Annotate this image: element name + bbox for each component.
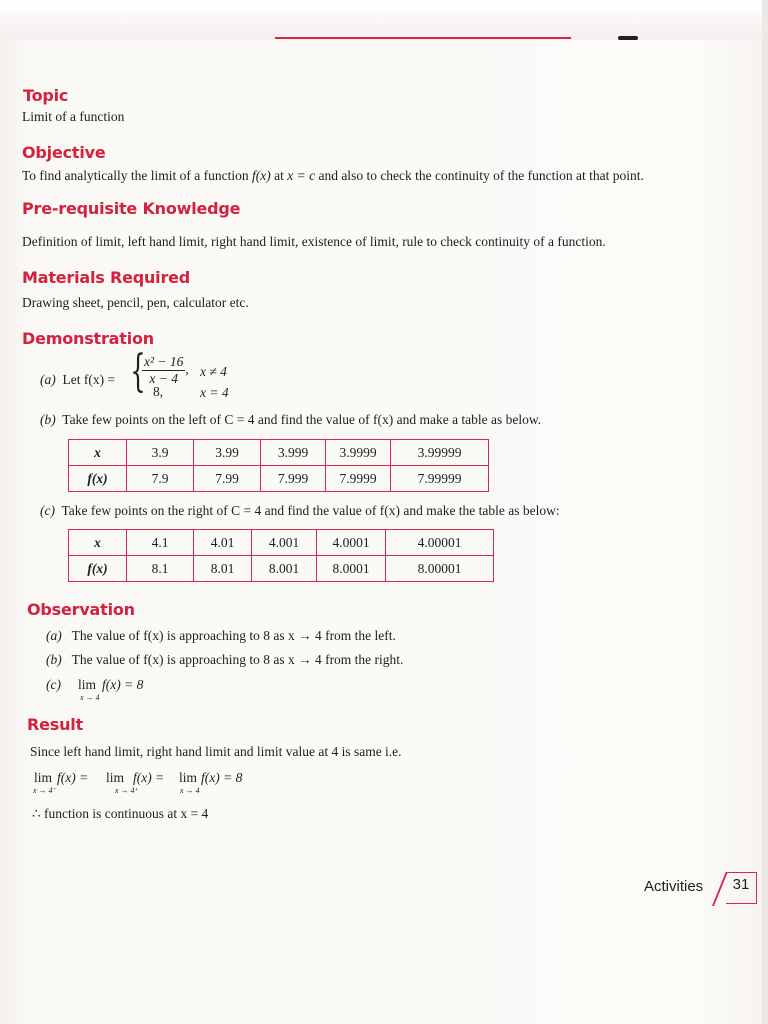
footer-section-label: Activities — [644, 878, 704, 895]
table-cell: 8.0001 — [317, 556, 386, 582]
result-fx-right: f(x) = — [133, 770, 165, 785]
result-fx-left: f(x) = — [57, 770, 89, 785]
result-fx-value: f(x) = 8 — [201, 770, 243, 785]
table-cell: 4.0001 — [317, 530, 386, 556]
header-rule — [275, 37, 571, 39]
table-cell: 7.999 — [261, 466, 326, 492]
result-text: Since left hand limit, right hand limit and limit value at 4 is same i.e. — [30, 744, 402, 759]
table-cell: 8.00001 — [386, 556, 494, 582]
piecewise-cond-2: x = 4 — [200, 385, 229, 400]
observation-item-a — [46, 628, 396, 644]
fraction-numerator: x² − 16 — [144, 354, 184, 369]
observation-item-c — [46, 677, 61, 693]
table-cell: 4.01 — [194, 530, 252, 556]
table-right-approach — [68, 529, 494, 582]
objective-heading: Objective — [22, 143, 106, 162]
table-cell: 3.9999 — [326, 440, 391, 466]
objective-text-part: To find analytically the limit of a function — [22, 168, 252, 183]
topic-heading: Topic — [23, 86, 69, 105]
objective-xc: x = c — [287, 168, 316, 183]
demo-a-index: (a) — [40, 372, 56, 387]
observation-label: (b) — [46, 652, 62, 667]
table-cell: 3.9 — [127, 440, 194, 466]
table-cell: 3.999 — [261, 440, 326, 466]
table-cell: 4.00001 — [386, 530, 494, 556]
demo-a-label — [40, 372, 115, 388]
result-lim-value: lim — [179, 770, 198, 785]
piecewise-fraction — [142, 354, 189, 387]
materials-text: Drawing sheet, pencil, pen, calculator etc. — [22, 295, 249, 310]
result-heading: Result — [27, 715, 84, 734]
top-strip — [0, 0, 768, 40]
objective-text-part: at — [270, 168, 288, 183]
table-row — [69, 556, 494, 582]
materials-heading: Materials Required — [22, 268, 191, 287]
left-brace-icon: { — [130, 346, 146, 397]
result-lim-left-sub: x → 4⁻ — [33, 786, 57, 795]
observation-text: The value of f(x) is approaching to 8 as x → 4 from the right. — [71, 652, 404, 667]
table-left-approach — [68, 439, 489, 492]
result-lim-right-sub: x → 4⁺ — [115, 786, 139, 795]
table-cell: 7.99999 — [391, 466, 489, 492]
table-cell: 3.99999 — [391, 440, 489, 466]
table-header-fx: f(x) — [69, 466, 127, 492]
observation-item-b — [46, 652, 403, 668]
objective-text-part: and also to check the continuity of the function at that point. — [315, 168, 644, 183]
demo-c-text: Take few points on the right of C = 4 and find the value of f(x) and make the table as below: — [61, 503, 560, 518]
observation-limit-rest: f(x) = 8 — [102, 677, 144, 692]
observation-heading: Observation — [27, 600, 135, 619]
table-row — [69, 530, 494, 556]
table-cell: 7.9999 — [326, 466, 391, 492]
table-row — [69, 466, 489, 492]
demonstration-heading: Demonstration — [22, 329, 154, 348]
observation-limit-sub: x → 4 — [80, 693, 100, 702]
table-header-x: x — [69, 530, 127, 556]
table-cell: 8.001 — [252, 556, 317, 582]
header-mark — [618, 36, 638, 40]
demo-c — [40, 503, 560, 519]
result-conclusion: ∴ function is continuous at x = 4 — [32, 806, 209, 821]
observation-text: The value of f(x) is approaching to 8 as x → 4 from the left. — [71, 628, 396, 643]
fraction-denominator: x − 4 — [149, 371, 178, 386]
demo-b-text: Take few points on the left of C = 4 and find the value of f(x) and make a table as below. — [62, 412, 542, 427]
table-row — [69, 440, 489, 466]
observation-limit-word: lim — [78, 677, 97, 692]
demo-a-text: Let f(x) = — [62, 372, 116, 387]
topic-text: Limit of a function — [22, 109, 125, 124]
result-lim-value-sub: x → 4 — [180, 786, 200, 795]
demo-b — [40, 412, 541, 428]
table-cell: 8.1 — [127, 556, 194, 582]
objective-fx: f(x) — [252, 168, 271, 183]
fraction — [142, 354, 185, 387]
table-cell: 7.99 — [194, 466, 261, 492]
piecewise-case-value: 8, — [153, 384, 164, 399]
table-cell: 7.9 — [127, 466, 194, 492]
fraction-comma: , — [185, 361, 189, 377]
demo-b-index: (b) — [40, 412, 56, 427]
table-cell: 3.99 — [194, 440, 261, 466]
table-cell: 4.1 — [127, 530, 194, 556]
table-cell: 8.01 — [194, 556, 252, 582]
page-number: 31 — [732, 876, 750, 893]
piecewise-cond-1: x ≠ 4 — [200, 364, 227, 379]
page-edge — [762, 0, 768, 1024]
result-lim-right: lim — [106, 770, 125, 785]
observation-label: (c) — [46, 677, 61, 692]
table-header-x: x — [69, 440, 127, 466]
prerequisite-heading: Pre-requisite Knowledge — [22, 199, 241, 218]
objective-text — [22, 168, 644, 184]
demo-c-index: (c) — [40, 503, 55, 518]
table-cell: 4.001 — [252, 530, 317, 556]
table-header-fx: f(x) — [69, 556, 127, 582]
prerequisite-text: Definition of limit, left hand limit, right hand limit, existence of limit, rule to check continuity of a function. — [22, 234, 606, 249]
result-lim-left: lim — [34, 770, 53, 785]
observation-label: (a) — [46, 628, 62, 643]
